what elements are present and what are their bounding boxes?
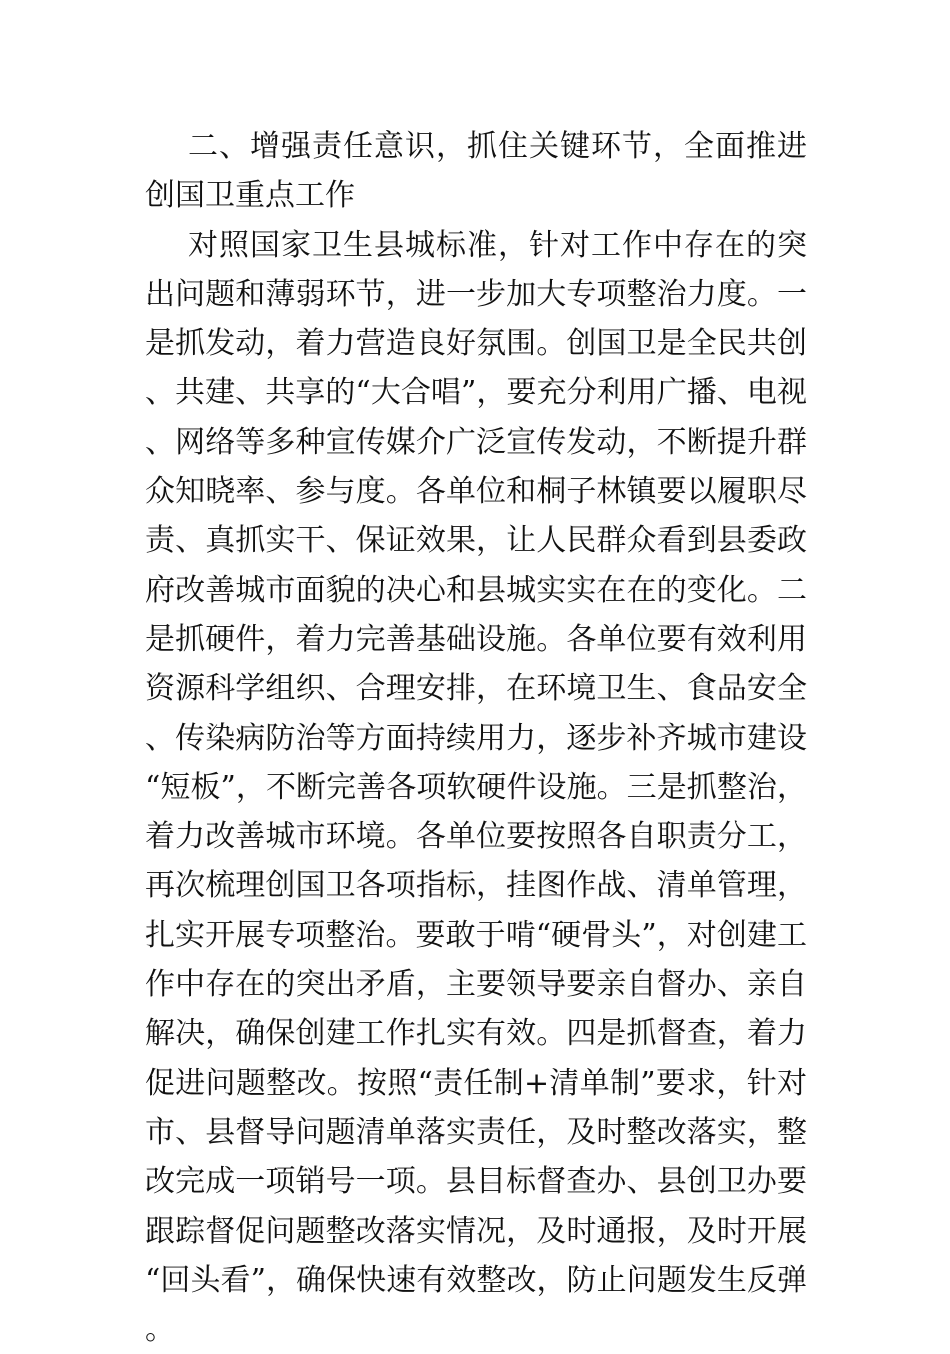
body-paragraph: 对照国家卫生县城标准，针对工作中存在的突出问题和薄弱环节，进一步加大专项整治力度。一是抓发动，着力营造良好氛围。创国卫是全民共创、共建、共享的“大合唱”，要充分利用广播、电视、网络等多种宣传媒介广泛宣传发动，不断提升群众知晓率、参与度。各单位和桐子林镇要以履职尽责、真抓实干、保证效果，让人民群众看到县委政府改善城市面貌的决心和县城实实在在的变化。二是抓硬件，着力完善基础设施。各单位要有效利用资源科学组织、合理安排，在环境卫生、食品安全、传染病防治等方面持续用力，逐步补齐城市建设“短板”，不断完善各项软硬件设施。三是抓整治，着力改善城市环境。各单位要按照各自职责分工，再次梳理创国卫各项指标，挂图作战、清单管理，扎实开展专项整治。要敢于啃“硬骨头”，对创建工作中存在的突出矛盾，主要领导要亲自督办、亲自解决，确保创建工作扎实有效。四是抓督查，着力促进问题整改。按照“责任制+清单制”要求，针对市、县督导问题清单落实责任，及时整改落实，整改完成一项销号一项。县目标督查办、县创卫办要跟踪督促问题整改落实情况，及时通报，及时开展“回头看”，确保快速有效整改，防止问题发生反弹。 <box>145 227 807 1348</box>
document-page <box>145 122 807 1354</box>
section-heading: 二、增强责任意识，抓住关键环节，全面推进创国卫重点工作 <box>145 129 807 214</box>
